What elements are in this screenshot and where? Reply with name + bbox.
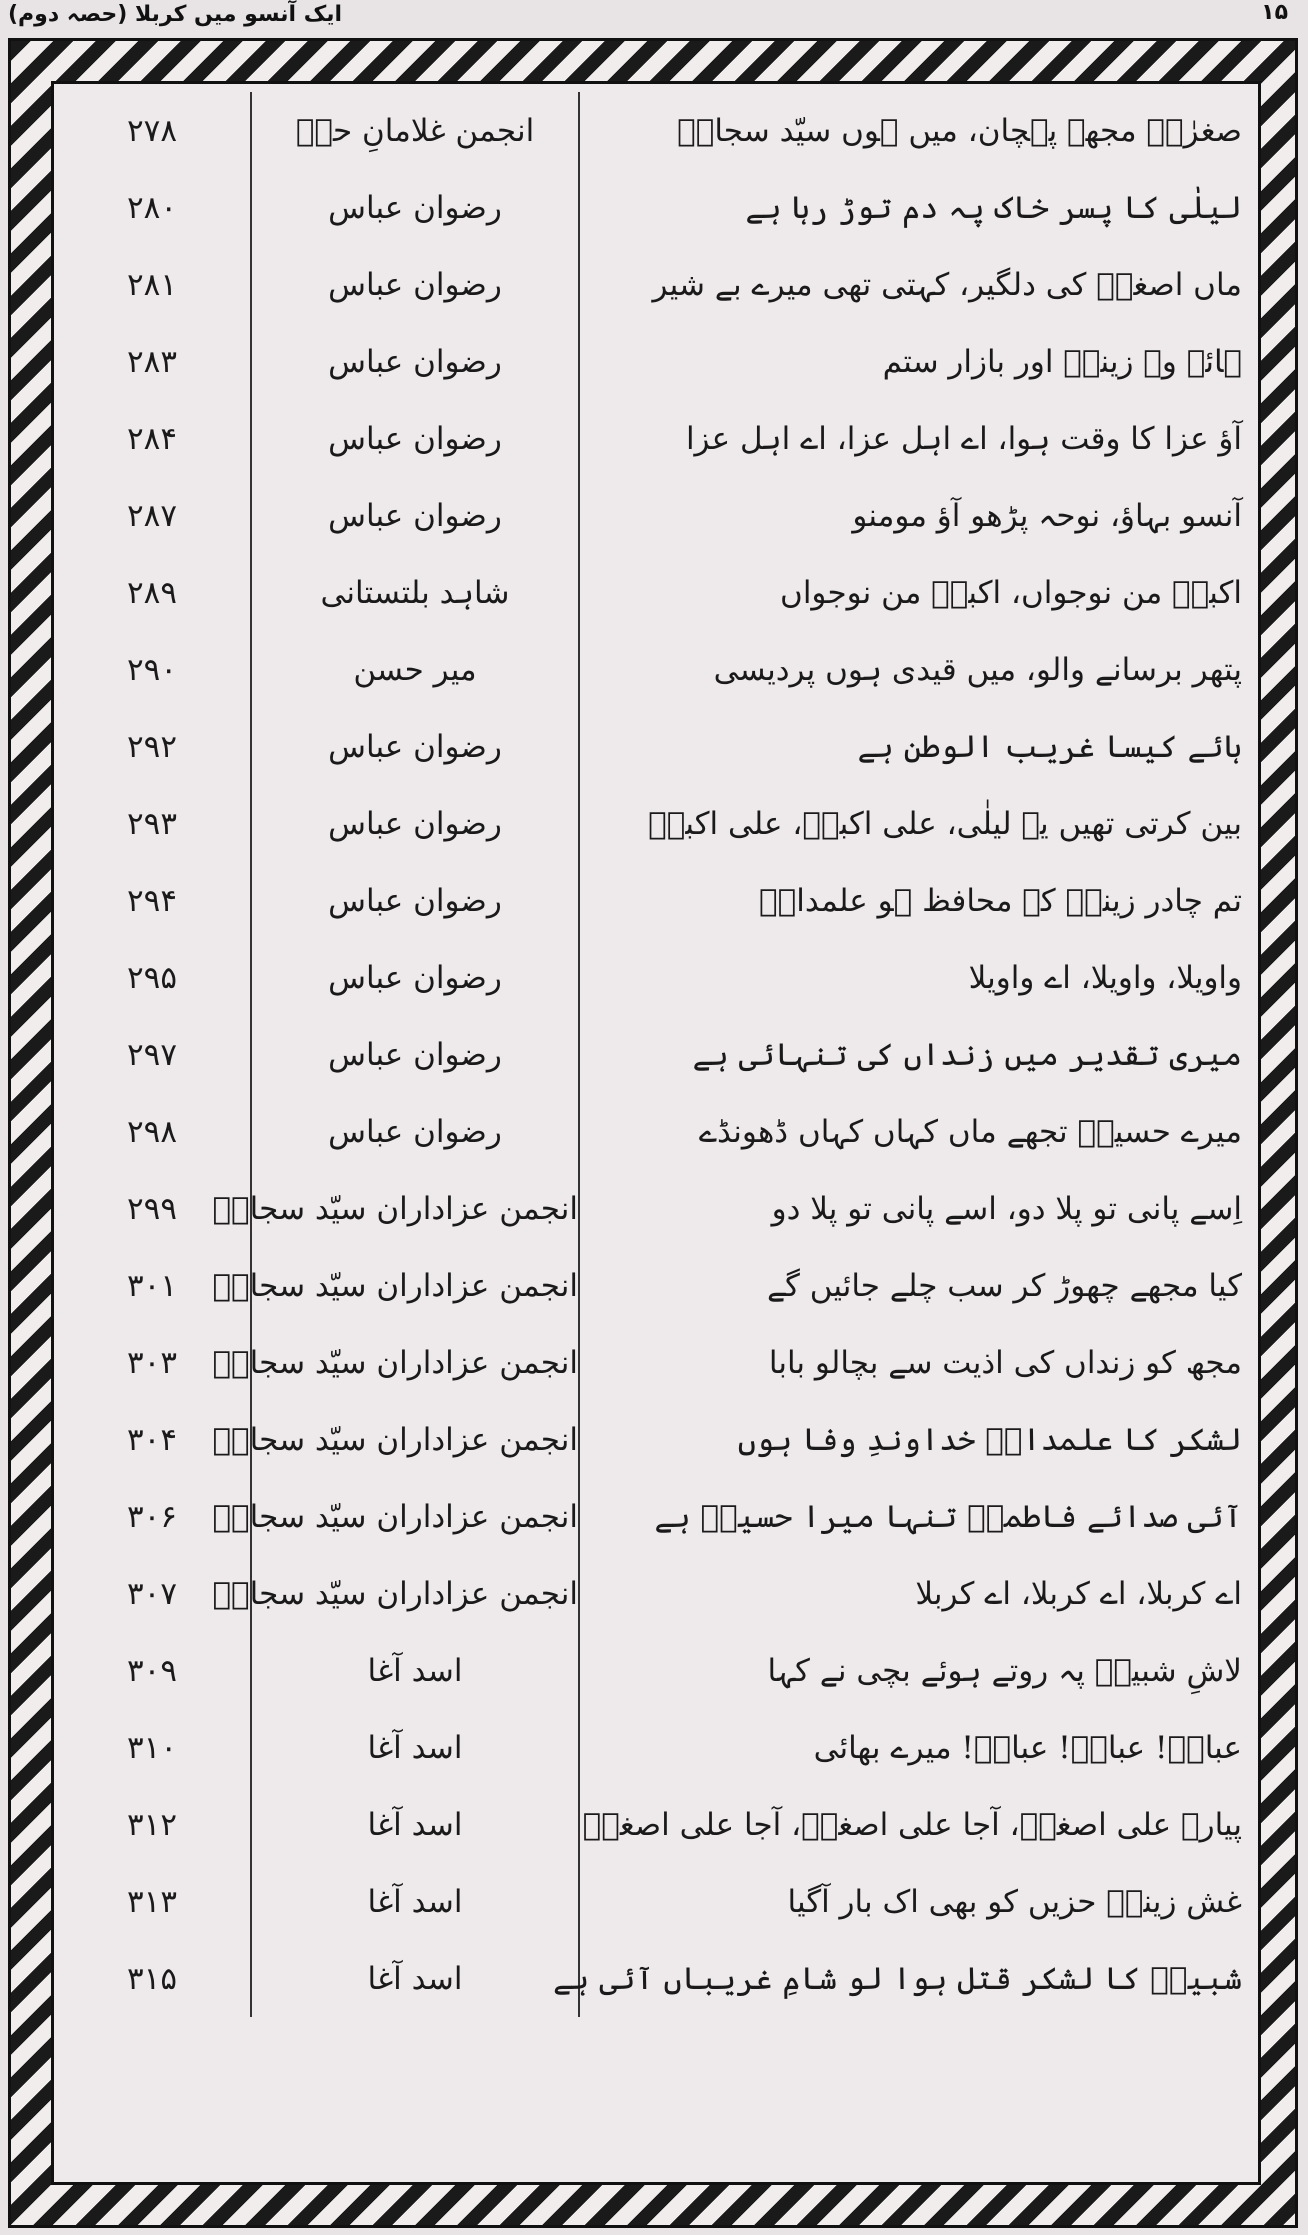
table-row [54, 1093, 1260, 1170]
table-row [54, 1863, 1260, 1940]
entry-page-number: ۲۸۹ [127, 574, 177, 611]
entry-title: لشکر کا علمدارؑ خداوندِ وفا ہوں [737, 1421, 1242, 1458]
entry-poet: رضوان عباس [251, 862, 579, 939]
table-row [54, 246, 1260, 323]
table-row [54, 708, 1260, 785]
entry-poet: رضوان عباس [251, 400, 579, 477]
entry-poet: انجمن عزاداران سیّد سجادؑ [251, 1324, 579, 1401]
table-row [54, 1324, 1260, 1401]
entry-page-number: ۲۹۸ [127, 1113, 177, 1150]
table-row [54, 631, 1260, 708]
entry-poet: اسد آغا [251, 1709, 579, 1786]
entry-poet: اسد آغا [251, 1632, 579, 1709]
entry-page-number: ۲۸۱ [127, 266, 177, 303]
entry-poet: اسد آغا [251, 1786, 579, 1863]
entry-title: کیا مجھے چھوڑ کر سب چلے جائیں گے [766, 1267, 1242, 1304]
entry-poet: رضوان عباس [251, 1093, 579, 1170]
entry-title: غش زینبؑ حزیں کو بھی اک بار آگیا [787, 1883, 1242, 1920]
table-row [54, 1247, 1260, 1324]
table-row [54, 1786, 1260, 1863]
table-row [54, 1555, 1260, 1632]
entry-page-number: ۳۱۲ [127, 1806, 177, 1843]
entry-title: شبیرؑ کا لشکر قتل ہوا لو شامِ غریباں آئی ہے [553, 1960, 1242, 1997]
entry-poet: رضوان عباس [251, 323, 579, 400]
entry-title: پیارے علی اصغرؑ، آجا علی اصغرؑ، آجا علی اصغرؑ [582, 1806, 1242, 1843]
entry-title: اِسے پانی تو پلا دو، اسے پانی تو پلا دو [771, 1190, 1242, 1227]
entry-title: اکبرؑ من نوجواں، اکبرؑ من نوجواں [780, 574, 1242, 611]
entry-poet: اسد آغا [251, 1863, 579, 1940]
entry-page-number: ۳۱۵ [127, 1960, 177, 1997]
table-row [54, 1170, 1260, 1247]
entry-page-number: ۲۸۷ [127, 497, 177, 534]
entry-poet: شاہد بلتستانی [251, 554, 579, 631]
entry-poet: رضوان عباس [251, 1016, 579, 1093]
entry-poet: اسد آغا [251, 1940, 579, 2017]
book-title: ایک آنسو میں کربلا (حصہ دوم) [8, 2, 343, 27]
entry-title: ہائے کیسا غریب الوطن ہے [857, 728, 1242, 765]
entry-poet: رضوان عباس [251, 246, 579, 323]
entry-title: ہائے وہ زینبؑ اور بازار ستم [882, 343, 1242, 380]
entry-poet: انجمن عزاداران سیّد سجادؑ [251, 1555, 579, 1632]
entry-title: اے کربلا، اے کربلا، اے کربلا [915, 1575, 1242, 1612]
entry-page-number: ۳۰۱ [127, 1267, 177, 1304]
entry-page-number: ۲۹۴ [127, 882, 177, 919]
entry-poet: رضوان عباس [251, 939, 579, 1016]
entry-page-number: ۳۰۹ [127, 1652, 177, 1689]
entry-page-number: ۳۰۳ [127, 1344, 177, 1381]
entry-poet: میر حسن [251, 631, 579, 708]
entry-poet: انجمن غلامانِ حرؑ [251, 92, 579, 169]
entry-page-number: ۲۸۳ [127, 343, 177, 380]
entry-poet: رضوان عباس [251, 169, 579, 246]
entry-title: آؤ عزا کا وقت ہوا، اے اہل عزا، اے اہل عزا [685, 420, 1242, 457]
entry-title: ماں اصغرؑ کی دلگیر، کہتی تھی میرے بے شیر [652, 266, 1242, 303]
entry-page-number: ۳۱۳ [127, 1883, 177, 1920]
table-row [54, 477, 1260, 554]
entry-title: تم چادر زینبؑ کے محافظ ہو علمدارؑ [759, 882, 1242, 919]
entry-poet: رضوان عباس [251, 477, 579, 554]
entry-title: لاشِ شبیرؑ پہ روتے ہوئے بچی نے کہا [767, 1652, 1242, 1689]
table-row [54, 1940, 1260, 2017]
entry-title: لیلٰی کا پسر خاک پہ دم توڑ رہا ہے [745, 189, 1242, 226]
table-row [54, 785, 1260, 862]
entry-title: آنسو بہاؤ، نوحہ پڑھو آؤ مومنو [852, 497, 1242, 534]
table-row [54, 1632, 1260, 1709]
index-table [54, 92, 1260, 2017]
table-row [54, 92, 1260, 169]
entry-page-number: ۳۰۴ [127, 1421, 177, 1458]
entry-page-number: ۲۹۵ [127, 959, 177, 996]
decorative-border [8, 38, 1298, 2228]
entry-page-number: ۳۱۰ [127, 1729, 177, 1766]
entry-title: پتھر برسانے والو، میں قیدی ہوں پردیسی [713, 651, 1242, 688]
entry-title: میری تقدیر میں زنداں کی تنہائی ہے [692, 1036, 1242, 1073]
entry-poet: انجمن عزاداران سیّد سجادؑ [251, 1401, 579, 1478]
entry-page-number: ۲۸۰ [127, 189, 177, 226]
entry-page-number: ۲۸۴ [127, 420, 177, 457]
entry-title: میرے حسینؑ تجھے ماں کہاں کہاں ڈھونڈے [698, 1113, 1242, 1150]
entry-page-number: ۲۹۷ [127, 1036, 177, 1073]
entry-title: مجھ کو زنداں کی اذیت سے بچالو بابا [768, 1344, 1242, 1381]
table-row [54, 323, 1260, 400]
entry-page-number: ۲۹۲ [127, 728, 177, 765]
entry-page-number: ۲۹۰ [127, 651, 177, 688]
table-row [54, 400, 1260, 477]
table-row [54, 939, 1260, 1016]
entry-page-number: ۳۰۷ [127, 1575, 177, 1612]
table-row [54, 862, 1260, 939]
table-row [54, 554, 1260, 631]
entry-title: صغرٰیؑ مجھے پہچان، میں ہوں سیّد سجادؑ [677, 112, 1242, 149]
entry-poet: انجمن عزاداران سیّد سجادؑ [251, 1478, 579, 1555]
entry-poet: رضوان عباس [251, 785, 579, 862]
entry-page-number: ۲۹۳ [127, 805, 177, 842]
entry-poet: انجمن عزاداران سیّد سجادؑ [251, 1170, 579, 1247]
entry-title: واویلا، واویلا، اے واویلا [968, 959, 1242, 996]
page-header [0, 0, 1308, 40]
entry-page-number: ۲۷۸ [127, 112, 177, 149]
table-row [54, 1709, 1260, 1786]
entry-title: عباسؑ! عباسؑ! عباسؑ! میرے بھائی [813, 1729, 1242, 1766]
entry-page-number: ۳۰۶ [127, 1498, 177, 1535]
table-row [54, 1016, 1260, 1093]
entry-page-number: ۲۹۹ [127, 1190, 177, 1227]
table-row [54, 169, 1260, 246]
entry-poet: رضوان عباس [251, 708, 579, 785]
table-row [54, 1401, 1260, 1478]
entry-poet: انجمن عزاداران سیّد سجادؑ [251, 1247, 579, 1324]
index-panel [51, 81, 1261, 2185]
entry-title: آئی صدائے فاطمہؑ تنہا میرا حسینؑ ہے [654, 1498, 1242, 1535]
table-row [54, 1478, 1260, 1555]
entry-title: بین کرتی تھیں یہ لیلٰی، علی اکبرؑ، علی اکبرؑ [648, 805, 1242, 842]
page-number: ۱۵ [1261, 0, 1288, 25]
